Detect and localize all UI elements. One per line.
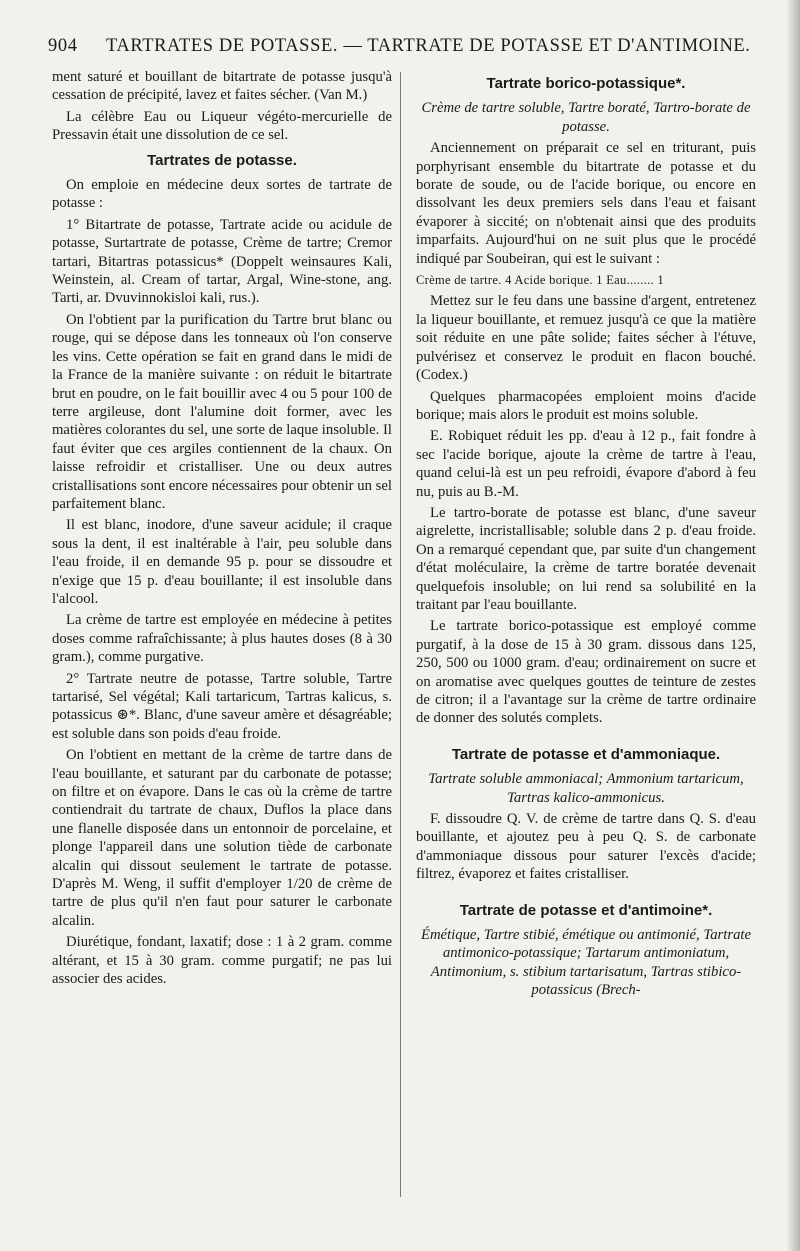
paragraph: Quelques pharmacopées emploient moins d'acide borique; mais alors le produit est moins soluble. (416, 388, 756, 423)
section-heading: Tartrate de potasse et d'antimoine*. (459, 901, 713, 919)
page-number: 904 (48, 36, 78, 56)
paragraph: On emploie en médecine deux sortes de tartrate de potasse : (52, 177, 392, 212)
paragraph: On l'obtient en mettant de la crème de tartre dans de l'eau bouillante, et saturant par du carbonate de potasse; on filtre et on évapore. Dans le cas où la crème de tartre contiendrait du tartrate de chaux, Duflos la place dans une flanelle disposée dans un entonnoir de porcelaine, et plonge l'appareil dans une solution tiède de carbonate alcalin qui dissout seulement le tartrate de potasse. D'après M. Weng, il suffit d'employer 1/20 de crème de tartre de plus qu'il n'en faut pour saturer le carbonate alcalin. (52, 747, 392, 929)
paragraph: Diurétique, fondant, laxatif; dose : 1 à 2 gram. comme altérant, et 15 à 30 gram. comme purgatif; ne pas lui associer des acides. (52, 934, 392, 988)
synonyms-line: Crème de tartre soluble, Tartre boraté, Tartro-borate de potasse. (421, 100, 751, 135)
paragraph: Mettez sur le feu dans une bassine d'argent, entretenez la liqueur bouillante, et remuez jusqu'à ce que la matière soit réduite en une pâte solide; faites sécher à l'étuve, pulvérisez et conservez le produit en flacon bouché. (Codex.) (416, 293, 756, 384)
recipe-line: Crème de tartre. 4 Acide borique. 1 Eau........ 1 (416, 273, 664, 288)
page-edge-shadow (786, 0, 800, 1251)
column-divider (400, 72, 401, 1197)
paragraph: E. Robiquet réduit les pp. d'eau à 12 p., fait fondre à sec l'acide borique, ajoute la crème de tartre à l'eau, quand celui-là est un peu refroidi, évapore d'abord à feu nu, puis au B.-M. (416, 428, 756, 500)
paragraph: On l'obtient par la purification du Tartre brut blanc ou rouge, qui se dépose dans les tonneaux où l'on conserve les vins. Cette opération se fait en grand dans le midi de la France de la manière suivante : on réduit le bitartrate brut en poudre, on le fait bouillir avec 4 ou 5 pour 100 de terre argileuse, dont l'alumine doit former, avec les matières colorantes du sel, une sorte de laque insoluble. Il faut éviter que ces argiles contiennent de la chaux. On laisse refroidir et cristalliser. Une ou deux autres cristallisations sont encore nécessaires pour obtenir un sel parfaitement blanc. (52, 311, 392, 512)
section-heading: Tartrates de potasse. (147, 151, 297, 169)
right-column (416, 68, 756, 1003)
page-header (48, 36, 760, 62)
paragraph: La célèbre Eau ou Liqueur végéto-mercurielle de Pressavin était une dissolution de ce sel. (52, 108, 392, 144)
section-heading: Tartrate de potasse et d'ammoniaque. (451, 745, 721, 763)
paragraph: 1° Bitartrate de potasse, Tartrate acide ou acidule de potasse, Surtartrate de potasse, Crème de tartre; Cremor tartari, Bitartras potassicus* (Doppelt weinsaures Kali, Weinstein, al. Cream of tartar, Argal, Wine-stone, ang. Tarti, ar. Dvuvinnokisloi kali, rus.). (52, 216, 392, 307)
paragraph: Le tartro-borate de potasse est blanc, d'une saveur aigrelette, incristallisable; soluble dans 2 p. d'eau froide. On a remarqué cependant que, par suite d'un changement d'état moléculaire, la crème de tartre boratée devenait quelquefois insoluble; on lui rend sa solubilité en la traitant par l'eau bouillante. (416, 504, 756, 613)
paragraph: F. dissoudre Q. V. de crème de tartre dans Q. S. d'eau bouillante, et ajoutez peu à peu Q. S. de carbonate d'ammoniaque dissous pour saturer l'excès d'acide; filtrez, évaporez et faites cristalliser. (416, 811, 756, 883)
running-title: TARTRATES DE POTASSE. — TARTRATE DE POTASSE ET D'ANTIMOINE. (106, 36, 751, 56)
paragraph: La crème de tartre est employée en médecine à petites doses comme rafraîchissante; à plus hautes doses (8 à 30 gram.), comme purgative. (52, 612, 392, 666)
paragraph: Anciennement on préparait ce sel en triturant, puis porphyrisant ensemble du bitartrate de potasse et du borate de soude, ou de l'acide borique, ou encore en dissolvant les deux premiers sels dans l'eau et faisant évaporer à siccité; on n'obtenait ainsi que des produits imparfaits. Aujourd'hui on ne suit plus que le procédé indiqué par Soubeiran, qui est le suivant : (416, 140, 756, 267)
paragraph: ment saturé et bouillant de bitartrate de potasse jusqu'à cessation de précipité, lavez et faites sécher. (Van M.) (52, 69, 392, 104)
synonyms-line: Émétique, Tartre stibié, émétique ou antimonié, Tartrate antimonico-potassique; Tartarum antimoniatum, Antimonium, s. stibium tartarisatum, Tartras stibico-potassicus (Brech- (420, 927, 752, 999)
section-heading: Tartrate borico-potassique*. (486, 75, 686, 92)
left-column (52, 68, 392, 992)
paragraph: 2° Tartrate neutre de potasse, Tartre soluble, Tartre tartarisé, Sel végétal; Kali tartaricum, Tartras kalicus, s. potassicus ⊛*. Blanc, d'une saveur amère et désagréable; est soluble dans son poids d'eau froide. (52, 670, 392, 742)
synonyms-line: Tartrate soluble ammoniacal; Ammonium tartaricum, Tartras kalico-ammonicus. (428, 771, 744, 806)
paragraph: Le tartrate borico-potassique est employé comme purgatif, à la dose de 15 à 30 gram. dissous dans 125, 250, 500 ou 1000 gram. d'eau; ordinairement on sucre et on aromatise avec quelques gouttes de teinture de zestes de citron; il a l'avantage sur la crème de tartre ordinaire de donner des solutés complets. (416, 618, 756, 727)
paragraph: Il est blanc, inodore, d'une saveur acidule; il craque sous la dent, il est inaltérable à l'air, peu soluble dans l'eau froide, il en demande 95 p. pour se dissoudre et n'exige que 15 p. d'eau bouillante; il est insoluble dans l'alcool. (52, 517, 392, 607)
